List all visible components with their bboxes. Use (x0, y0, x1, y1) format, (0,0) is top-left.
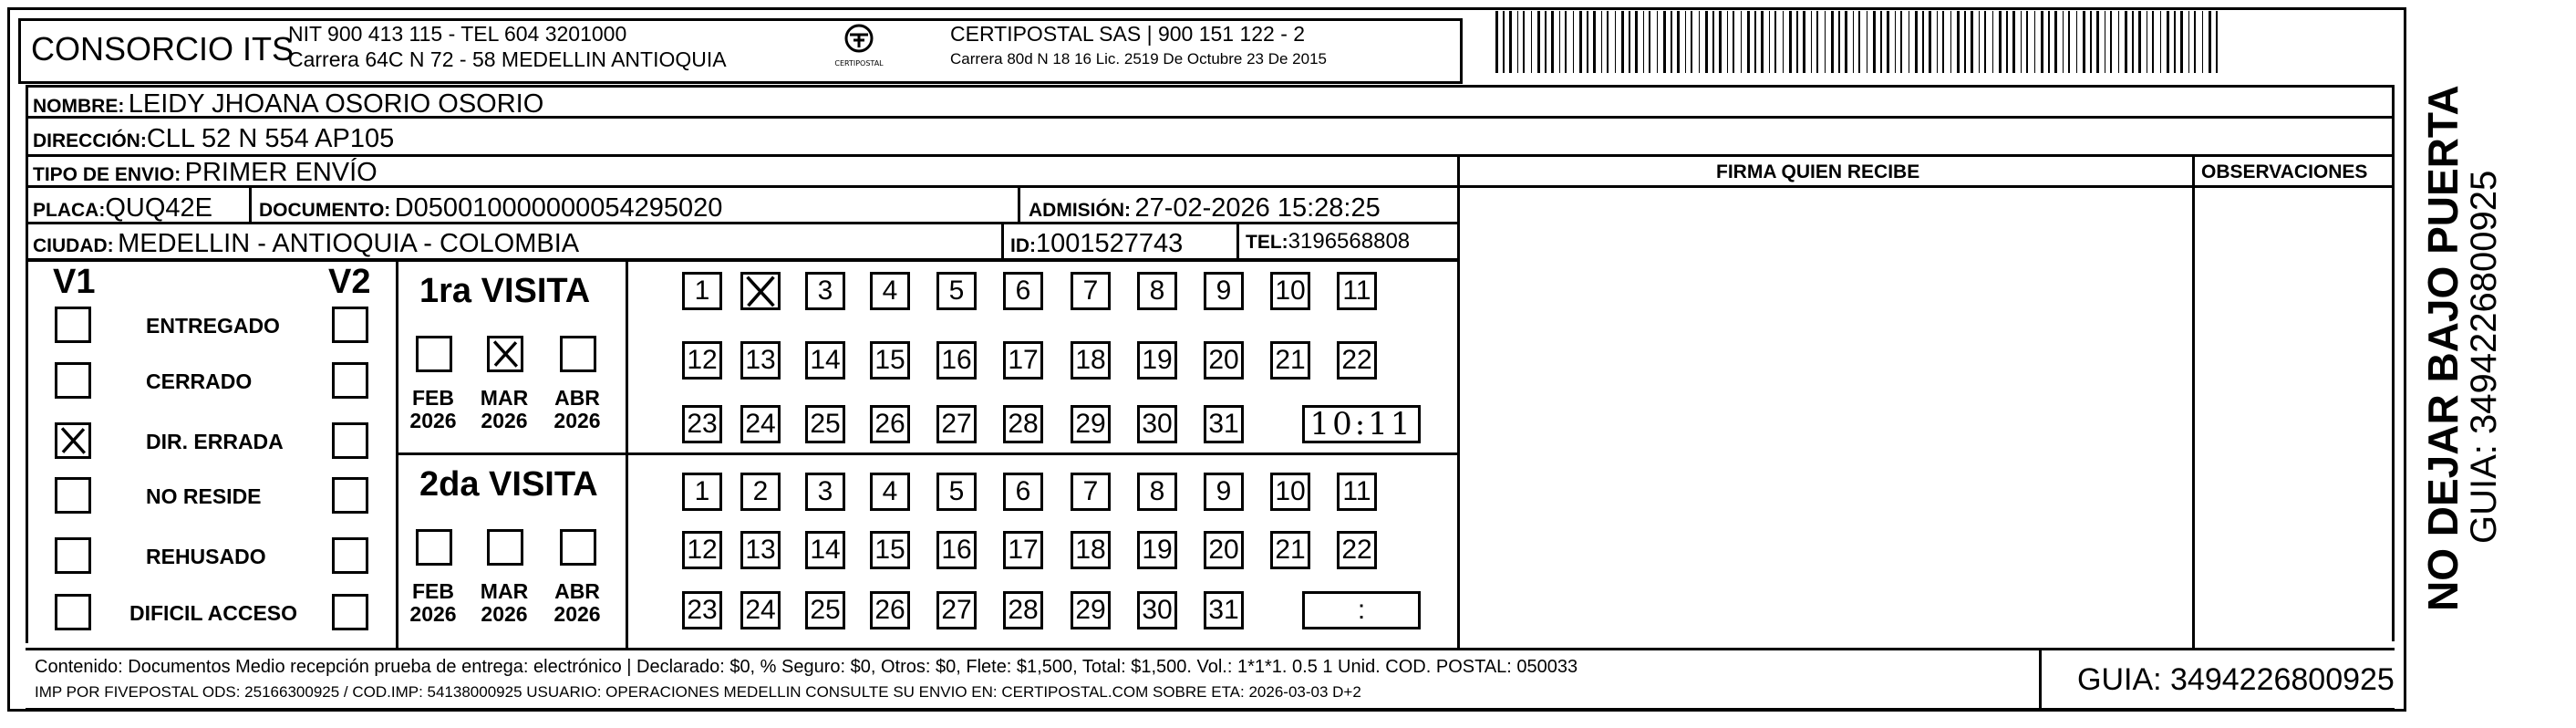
nombre-label: NOMBRE: (33, 96, 125, 117)
nombre-value: LEIDY JHOANA OSORIO OSORIO (128, 89, 544, 119)
documento-label: DOCUMENTO: (259, 200, 391, 221)
status-v1-checkbox[interactable] (55, 477, 91, 514)
visit1-month-label (401, 387, 465, 433)
visit1-day-box[interactable]: 7 (1071, 272, 1111, 310)
month-name: MAR (480, 579, 529, 603)
visit2-day-box[interactable]: 9 (1204, 473, 1244, 511)
visit2-day-box[interactable]: 5 (936, 473, 977, 511)
month-year: 2026 (553, 602, 601, 627)
status-label: DIR. ERRADA (146, 430, 284, 453)
month-name: ABR (554, 386, 600, 410)
visit1-day-box[interactable]: 23 (682, 405, 722, 443)
company-address: Carrera 64C N 72 - 58 MEDELLIN ANTIOQUIA (288, 47, 727, 71)
side-warning: NO DEJAR BAJO PUERTA (2419, 85, 2467, 611)
visit1-day-box[interactable]: 30 (1137, 405, 1177, 443)
visit2-day-box[interactable]: 13 (740, 531, 781, 569)
visit2-day-box[interactable]: 2 (740, 473, 781, 511)
visit1-day-box[interactable]: 9 (1204, 272, 1244, 310)
visit1-day-box[interactable]: 29 (1071, 405, 1111, 443)
visit2-day-box[interactable]: 25 (805, 591, 845, 629)
visit1-month-checkbox[interactable] (560, 336, 596, 372)
tipo-envio-value: PRIMER ENVÍO (184, 158, 378, 187)
month-year: 2026 (409, 602, 457, 627)
status-v2-checkbox[interactable] (332, 422, 368, 459)
visit2-day-box[interactable]: 8 (1137, 473, 1177, 511)
visit1-day-box[interactable] (740, 272, 781, 310)
visit2-time-box[interactable]: : (1302, 591, 1421, 629)
direccion-label: DIRECCIÓN: (33, 130, 147, 151)
visit1-day-box[interactable]: 4 (870, 272, 910, 310)
visit1-day-box[interactable]: 8 (1137, 272, 1177, 310)
visit1-day-box[interactable]: 6 (1003, 272, 1043, 310)
visit2-title: 2da VISITA (419, 465, 598, 504)
visit1-day-box[interactable]: 31 (1204, 405, 1244, 443)
tipo-envio-label: TIPO DE ENVIO: (33, 164, 181, 185)
month-year: 2026 (409, 409, 457, 433)
visit2-day-box[interactable]: 28 (1003, 591, 1043, 629)
visit1-month-checkbox[interactable] (487, 336, 523, 372)
visit2-day-box[interactable]: 4 (870, 473, 910, 511)
visit2-day-box[interactable]: 26 (870, 591, 910, 629)
visit2-day-box[interactable]: 23 (682, 591, 722, 629)
visit1-month-label (545, 387, 609, 433)
company-nit: NIT 900 413 115 - TEL 604 3201000 (288, 22, 627, 46)
footer-impresion: IMP POR FIVEPOSTAL ODS: 25166300925 / COD.IMP: 54138000925 USUARIO: OPERACIONES MEDELLIN CONSULTE SU ENVIO EN: CERTIPOSTAL.COM SOBRE ETA: 2026-03-03 D+2 (35, 683, 1361, 701)
status-v2-checkbox[interactable] (332, 362, 368, 399)
id-value: 1001527743 (1036, 229, 1184, 258)
status-v1-checkbox[interactable] (55, 594, 91, 630)
visit1-day-box[interactable]: 19 (1137, 341, 1177, 380)
status-v1-checkbox[interactable] (55, 422, 91, 459)
month-name: FEB (412, 386, 454, 410)
visit1-day-box[interactable]: 5 (936, 272, 977, 310)
carrier-address: Carrera 80d N 18 16 Lic. 2519 De Octubre 23 De 2015 (950, 50, 1327, 68)
visit1-day-box[interactable]: 18 (1071, 341, 1111, 380)
status-v2-checkbox[interactable] (332, 307, 368, 343)
observaciones-label: OBSERVACIONES (2201, 161, 2368, 182)
month-name: ABR (554, 579, 600, 603)
v1-label: V1 (53, 263, 96, 301)
visit1-day-box[interactable]: 12 (682, 341, 722, 380)
footer-guia: GUIA: 3494226800925 (2077, 662, 2395, 697)
visit1-month-label (472, 387, 536, 433)
visit1-time-box[interactable]: 10:11 (1302, 405, 1421, 443)
visit2-month-label (401, 580, 465, 627)
certipostal-logo (826, 22, 892, 69)
visit1-day-box[interactable]: 21 (1270, 341, 1310, 380)
visit1-day-box[interactable]: 22 (1337, 341, 1377, 380)
visit2-day-box[interactable]: 17 (1003, 531, 1043, 569)
status-v2-checkbox[interactable] (332, 594, 368, 630)
visit2-day-box[interactable]: 20 (1204, 531, 1244, 569)
visit1-day-box[interactable]: 10 (1270, 272, 1310, 310)
visit1-day-box[interactable]: 14 (805, 341, 845, 380)
documento-value: D050010000000054295020 (394, 193, 723, 223)
visit2-day-box[interactable]: 16 (936, 531, 977, 569)
visit2-day-box[interactable]: 6 (1003, 473, 1043, 511)
status-label: NO RESIDE (146, 484, 262, 508)
visit2-day-box[interactable]: 1 (682, 473, 722, 511)
visit2-day-box[interactable]: 11 (1337, 473, 1377, 511)
visit2-day-box[interactable]: 22 (1337, 531, 1377, 569)
ciudad-value: MEDELLIN - ANTIOQUIA - COLOMBIA (118, 229, 580, 258)
visit1-day-box[interactable]: 17 (1003, 341, 1043, 380)
ciudad-label: CIUDAD: (33, 235, 114, 256)
status-v1-checkbox[interactable] (55, 307, 91, 343)
direccion-value: CLL 52 N 554 AP105 (146, 124, 395, 153)
visit1-day-box[interactable]: 13 (740, 341, 781, 380)
visit2-day-box[interactable]: 12 (682, 531, 722, 569)
visit2-month-label (545, 580, 609, 627)
visit1-day-box[interactable]: 27 (936, 405, 977, 443)
visit2-month-checkbox[interactable] (416, 529, 452, 566)
admision-value: 27-02-2026 15:28:25 (1134, 193, 1381, 223)
visit2-day-box[interactable]: 3 (805, 473, 845, 511)
status-label: REHUSADO (146, 545, 266, 568)
id-label: ID: (1010, 235, 1036, 256)
carrier-name: CERTIPOSTAL SAS | 900 151 122 - 2 (950, 22, 1306, 46)
v2-label: V2 (328, 263, 371, 301)
svg-text:CERTIPOSTAL: CERTIPOSTAL (834, 59, 884, 68)
month-year: 2026 (553, 409, 601, 433)
month-name: FEB (412, 579, 454, 603)
observations-area[interactable] (2196, 189, 2393, 645)
barcode (1495, 11, 2225, 73)
visit1-month-checkbox[interactable] (416, 336, 452, 372)
visit1-day-box[interactable]: 15 (870, 341, 910, 380)
status-label: CERRADO (146, 369, 253, 393)
visit2-day-box[interactable]: 30 (1137, 591, 1177, 629)
status-v1-checkbox[interactable] (55, 537, 91, 574)
month-year: 2026 (481, 602, 528, 627)
visit1-day-box[interactable]: 26 (870, 405, 910, 443)
visit1-day-box[interactable]: 25 (805, 405, 845, 443)
visit2-day-box[interactable]: 18 (1071, 531, 1111, 569)
placa-label: PLACA: (33, 200, 106, 221)
visit2-day-box[interactable]: 15 (870, 531, 910, 569)
side-guia: GUIA: 3494226800925 (2464, 170, 2504, 544)
visit1-day-box[interactable]: 24 (740, 405, 781, 443)
company-name: CONSORCIO ITS (31, 30, 295, 68)
visit1-day-box[interactable]: 20 (1204, 341, 1244, 380)
placa-value: QUQ42E (105, 193, 212, 223)
visit2-day-box[interactable]: 21 (1270, 531, 1310, 569)
status-v1-checkbox[interactable] (55, 362, 91, 399)
visit2-month-label (472, 580, 536, 627)
visit2-day-box[interactable]: 31 (1204, 591, 1244, 629)
footer-contenido: Contenido: Documentos Medio recepción prueba de entrega: electrónico | Declarado: $0, % Seguro: $0, Otros: $0, Flete: $1,500, Total: $1,500. Vol.: 1*1*1. 0.5 1 Unid. COD. POSTAL: 050033 (35, 657, 1578, 677)
visit2-day-box[interactable]: 24 (740, 591, 781, 629)
visit2-day-box[interactable]: 19 (1137, 531, 1177, 569)
barcode-bars (1495, 11, 2225, 73)
visit2-month-checkbox[interactable] (560, 529, 596, 566)
visit2-day-box[interactable]: 14 (805, 531, 845, 569)
visit1-day-box[interactable]: 11 (1337, 272, 1377, 310)
month-name: MAR (480, 386, 529, 410)
tel-value: 3196568808 (1288, 229, 1411, 254)
signature-area[interactable] (1461, 189, 2190, 645)
visit2-day-box[interactable]: 29 (1071, 591, 1111, 629)
admision-label: ADMISIÓN: (1029, 200, 1131, 221)
status-label: ENTREGADO (146, 314, 280, 338)
firma-label: FIRMA QUIEN RECIBE (1716, 161, 1920, 182)
visit1-title: 1ra VISITA (419, 272, 591, 310)
tel-label: TEL: (1246, 232, 1288, 253)
visit2-day-box[interactable]: 27 (936, 591, 977, 629)
visit1-day-box[interactable]: 1 (682, 272, 722, 310)
status-v2-checkbox[interactable] (332, 537, 368, 574)
visit2-day-box[interactable]: 10 (1270, 473, 1310, 511)
status-label: DIFICIL ACCESO (129, 601, 298, 625)
visit1-day-box[interactable]: 3 (805, 272, 845, 310)
visit1-day-box[interactable]: 16 (936, 341, 977, 380)
month-year: 2026 (481, 409, 528, 433)
visit1-day-box[interactable]: 28 (1003, 405, 1043, 443)
visit2-month-checkbox[interactable] (487, 529, 523, 566)
status-v2-checkbox[interactable] (332, 477, 368, 514)
visit2-day-box[interactable]: 7 (1071, 473, 1111, 511)
